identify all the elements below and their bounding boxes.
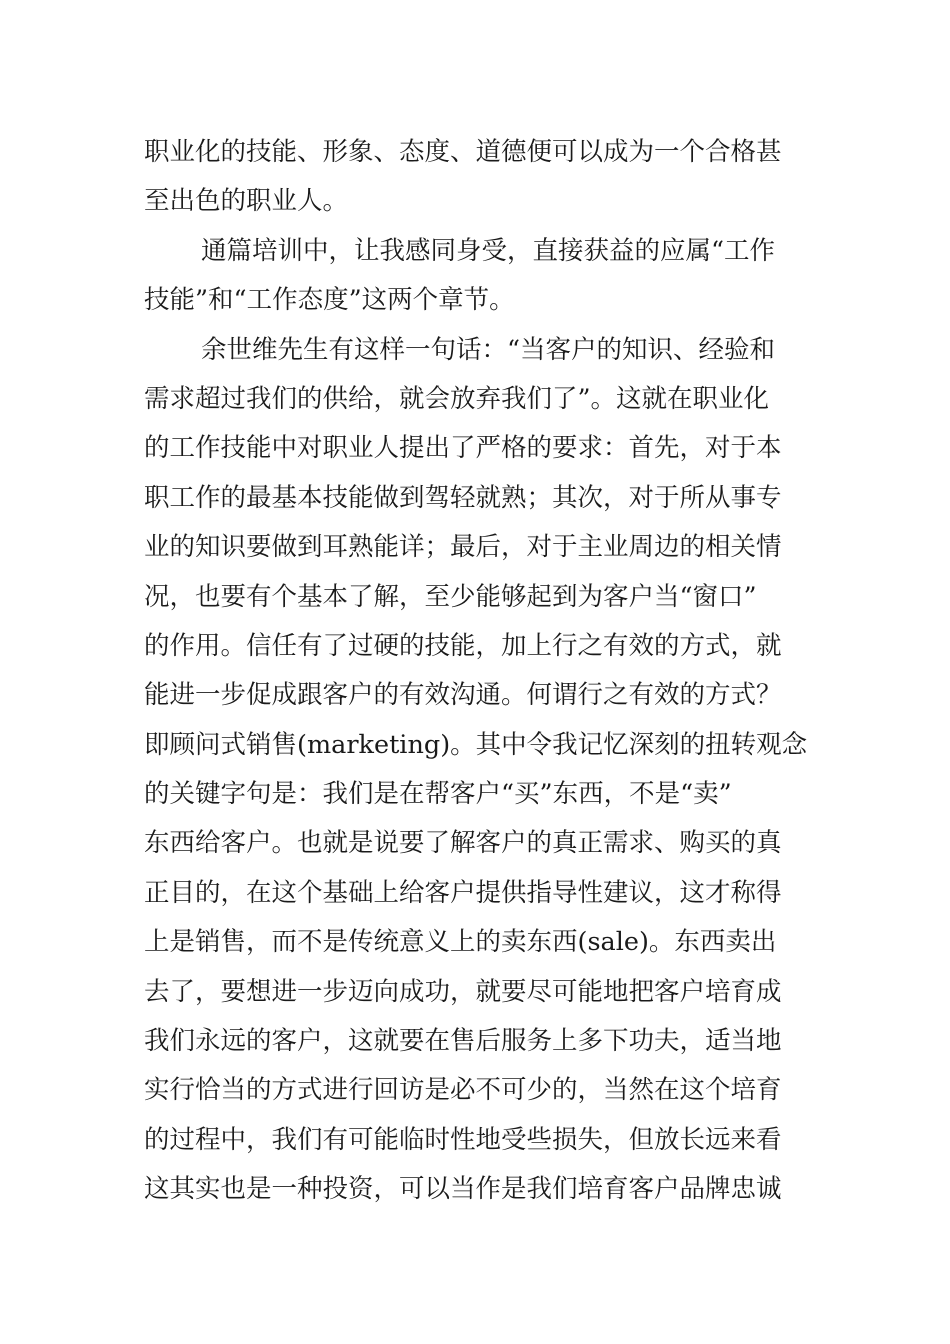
paragraph-2 (144, 227, 808, 326)
text-line: 上是销售，而不是传统意义上的卖东西(sale)。东西卖出 (144, 927, 777, 958)
text-line: 职业化的技能、形象、态度、道德便可以成为一个合格甚 (144, 137, 782, 167)
text-line: 技能”和“工作态度”这两个章节。 (144, 285, 515, 316)
text-line: 至出色的职业人。 (144, 186, 349, 217)
text-line: 即顾问式销售(marketing)。其中令我记忆深刻的扭转观念 (144, 729, 808, 760)
text-line: 我们永远的客户，这就要在售后服务上多下功夫，适当地 (144, 1026, 782, 1057)
text-line: 况，也要有个基本了解，至少能够起到为客户当“窗口” (144, 581, 757, 612)
text-line: 职工作的最基本技能做到驾轻就熟；其次，对于所从事专 (144, 482, 782, 513)
text-line: 通篇培训中，让我感同身受，直接获益的应属“工作 (201, 235, 776, 266)
paragraph-1 (144, 128, 808, 227)
text-line: 的关键字句是：我们是在帮客户“买”东西，不是“卖” (144, 779, 732, 810)
text-line: 的工作技能中对职业人提出了严格的要求：首先，对于本 (144, 433, 782, 464)
text-line: 能进一步促成跟客户的有效沟通。何谓行之有效的方式？ (144, 680, 782, 711)
text-line: 的作用。信任有了过硬的技能，加上行之有效的方式，就 (144, 630, 782, 661)
text-line: 去了，要想进一步迈向成功，就要尽可能地把客户培育成 (144, 976, 782, 1007)
text-line: 业的知识要做到耳熟能详；最后，对于主业周边的相关情 (144, 532, 782, 563)
text-line: 需求超过我们的供给，就会放弃我们了”。这就在职业化 (144, 383, 770, 414)
text-line: 这其实也是一种投资，可以当作是我们培育客户品牌忠诚 (144, 1174, 782, 1205)
text-line: 正目的，在这个基础上给客户提供指导性建议，这才称得 (144, 877, 782, 908)
text-line: 的过程中，我们有可能临时性地受些损失，但放长远来看 (144, 1124, 782, 1155)
text-line: 实行恰当的方式进行回访是必不可少的，当然在这个培育 (144, 1075, 782, 1106)
text-line: 余世维先生有这样一句话：“当客户的知识、经验和 (201, 334, 776, 365)
paragraph-3 (144, 326, 808, 1215)
document-body (144, 128, 808, 1215)
text-line: 东西给客户。也就是说要了解客户的真正需求、购买的真 (144, 828, 782, 859)
